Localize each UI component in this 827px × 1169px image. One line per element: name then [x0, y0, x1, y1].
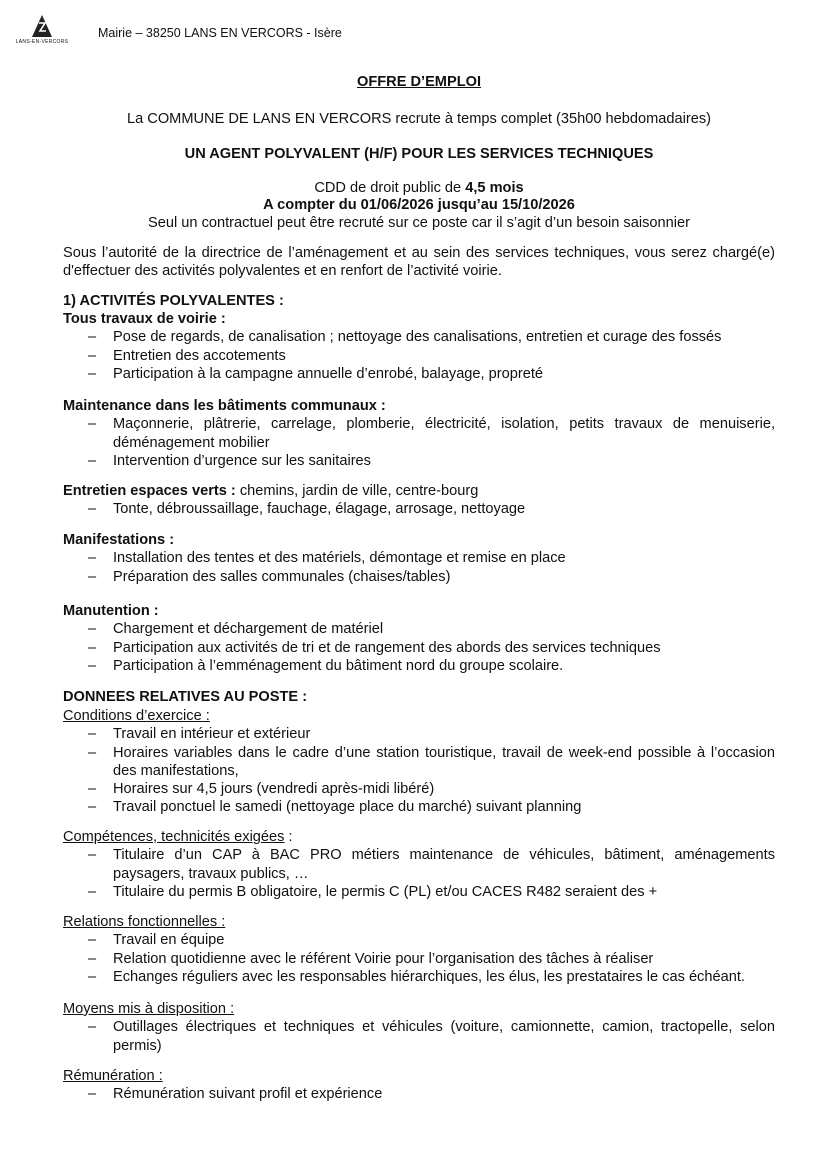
list-item: – Maçonnerie, plâtrerie, carrelage, plomberie, électricité, isolation, petits travaux de menuiserie, déménagement mobilier — [63, 415, 775, 452]
contract-prefix: CDD de droit public de — [314, 180, 466, 196]
group-title: Entretien espaces verts : — [63, 483, 236, 499]
list-item: – Travail en intérieur et extérieur — [63, 725, 775, 743]
group-moyens — [63, 1000, 775, 1055]
list-item: – Participation aux activités de tri et de rangement des abords des services techniques — [63, 639, 775, 657]
list-item: – Pose de regards, de canalisation ; nettoyage des canalisations, entretien et curage des fossés — [63, 328, 775, 346]
group-title: Tous travaux de voirie : — [63, 311, 226, 327]
list-item: – Titulaire d’un CAP à BAC PRO métiers maintenance de véhicules, bâtiment, aménagements paysagers, travaux publics, … — [63, 846, 775, 883]
list-item: – Intervention d’urgence sur les sanitaires — [63, 452, 775, 470]
list-item: – Installation des tentes et des matériels, démontage et remise en place — [63, 549, 775, 567]
group-title: Manifestations : — [63, 532, 175, 548]
header-address: Mairie – 38250 LANS EN VERCORS - Isère — [98, 26, 342, 40]
group-title: Compétences, technicités exigées — [63, 829, 285, 845]
section1-title: 1) ACTIVITÉS POLYVALENTES : — [63, 293, 284, 309]
group-title: Maintenance dans les bâtiments communaux : — [63, 398, 386, 414]
group-remuneration — [63, 1067, 775, 1104]
contract-duration: 4,5 mois — [465, 180, 524, 196]
list-item: – Préparation des salles communales (chaises/tables) — [63, 568, 775, 586]
position-title: UN AGENT POLYVALENT (H/F) POUR LES SERVICES TECHNIQUES — [184, 146, 654, 162]
group-conditions — [63, 707, 775, 817]
list-item: – Horaires variables dans le cadre d’une station touristique, travail de week-end possible à l’occasion des manifestations, — [63, 744, 775, 781]
group-voirie — [63, 310, 775, 383]
group-manifestations — [63, 531, 775, 586]
list-item: – Tonte, débroussaillage, fauchage, élagage, arrosage, nettoyage — [63, 500, 775, 518]
list-item: – Entretien des accotements — [63, 347, 775, 365]
list-item: – Chargement et déchargement de matériel — [63, 620, 775, 638]
page-title: OFFRE D’EMPLOI — [356, 74, 482, 90]
group-relations — [63, 913, 775, 986]
group-title: Rémunération : — [63, 1068, 163, 1084]
contract-note: Seul un contractuel peut être recruté sur ce poste car il s’agit d’un besoin saisonnier — [148, 215, 690, 231]
list-item: – Outillages électriques et techniques et véhicules (voiture, camionnette, camion, tractopelle, selon permis) — [63, 1018, 775, 1055]
list-item: – Horaires sur 4,5 jours (vendredi après-midi libéré) — [63, 780, 775, 798]
logo — [14, 14, 70, 48]
group-title: Relations fonctionnelles : — [63, 914, 226, 930]
group-manutention — [63, 602, 775, 675]
group-maintenance — [63, 397, 775, 470]
group-espaces-verts — [63, 482, 775, 519]
intro: La COMMUNE DE LANS EN VERCORS recrute à temps complet (35h00 hebdomadaires) — [127, 111, 711, 127]
group-suffix: : — [284, 829, 293, 845]
list-item: – Relation quotidienne avec le référent Voirie pour l’organisation des tâches à réaliser — [63, 950, 775, 968]
contract-type — [63, 179, 775, 197]
logo-text: LANS-EN-VERCORS — [15, 39, 69, 45]
list-item: – Participation à l’emménagement du bâtiment nord du groupe scolaire. — [63, 657, 775, 675]
list-item: – Participation à la campagne annuelle d’enrobé, balayage, propreté — [63, 365, 775, 383]
group-title: Moyens mis à disposition : — [63, 1001, 235, 1017]
list-item: – Echanges réguliers avec les responsables hiérarchiques, les élus, les prestataires le cas échéant. — [63, 968, 775, 986]
group-title: Conditions d’exercice : — [63, 708, 210, 724]
list-item: – Travail ponctuel le samedi (nettoyage place du marché) suivant planning — [63, 798, 775, 816]
summary: Sous l’autorité de la directrice de l’aménagement et au sein des services techniques, vous serez chargé(e) d'effectuer des activités polyvalentes et en renfort de l’activité voirie. — [63, 245, 775, 280]
list-item: – Rémunération suivant profil et expérience — [63, 1085, 775, 1103]
group-title: Manutention : — [63, 603, 159, 619]
list-item: – Travail en équipe — [63, 931, 775, 949]
section2-title: DONNEES RELATIVES AU POSTE : — [63, 689, 308, 705]
group-competences — [63, 828, 775, 901]
list-item: – Titulaire du permis B obligatoire, le permis C (PL) et/ou CACES R482 seraient des + — [63, 883, 775, 901]
contract-dates: A compter du 01/06/2026 jusqu’au 15/10/2026 — [263, 197, 575, 213]
mountain-logo-icon — [31, 14, 53, 38]
group-suffix: chemins, jardin de ville, centre-bourg — [235, 483, 479, 499]
